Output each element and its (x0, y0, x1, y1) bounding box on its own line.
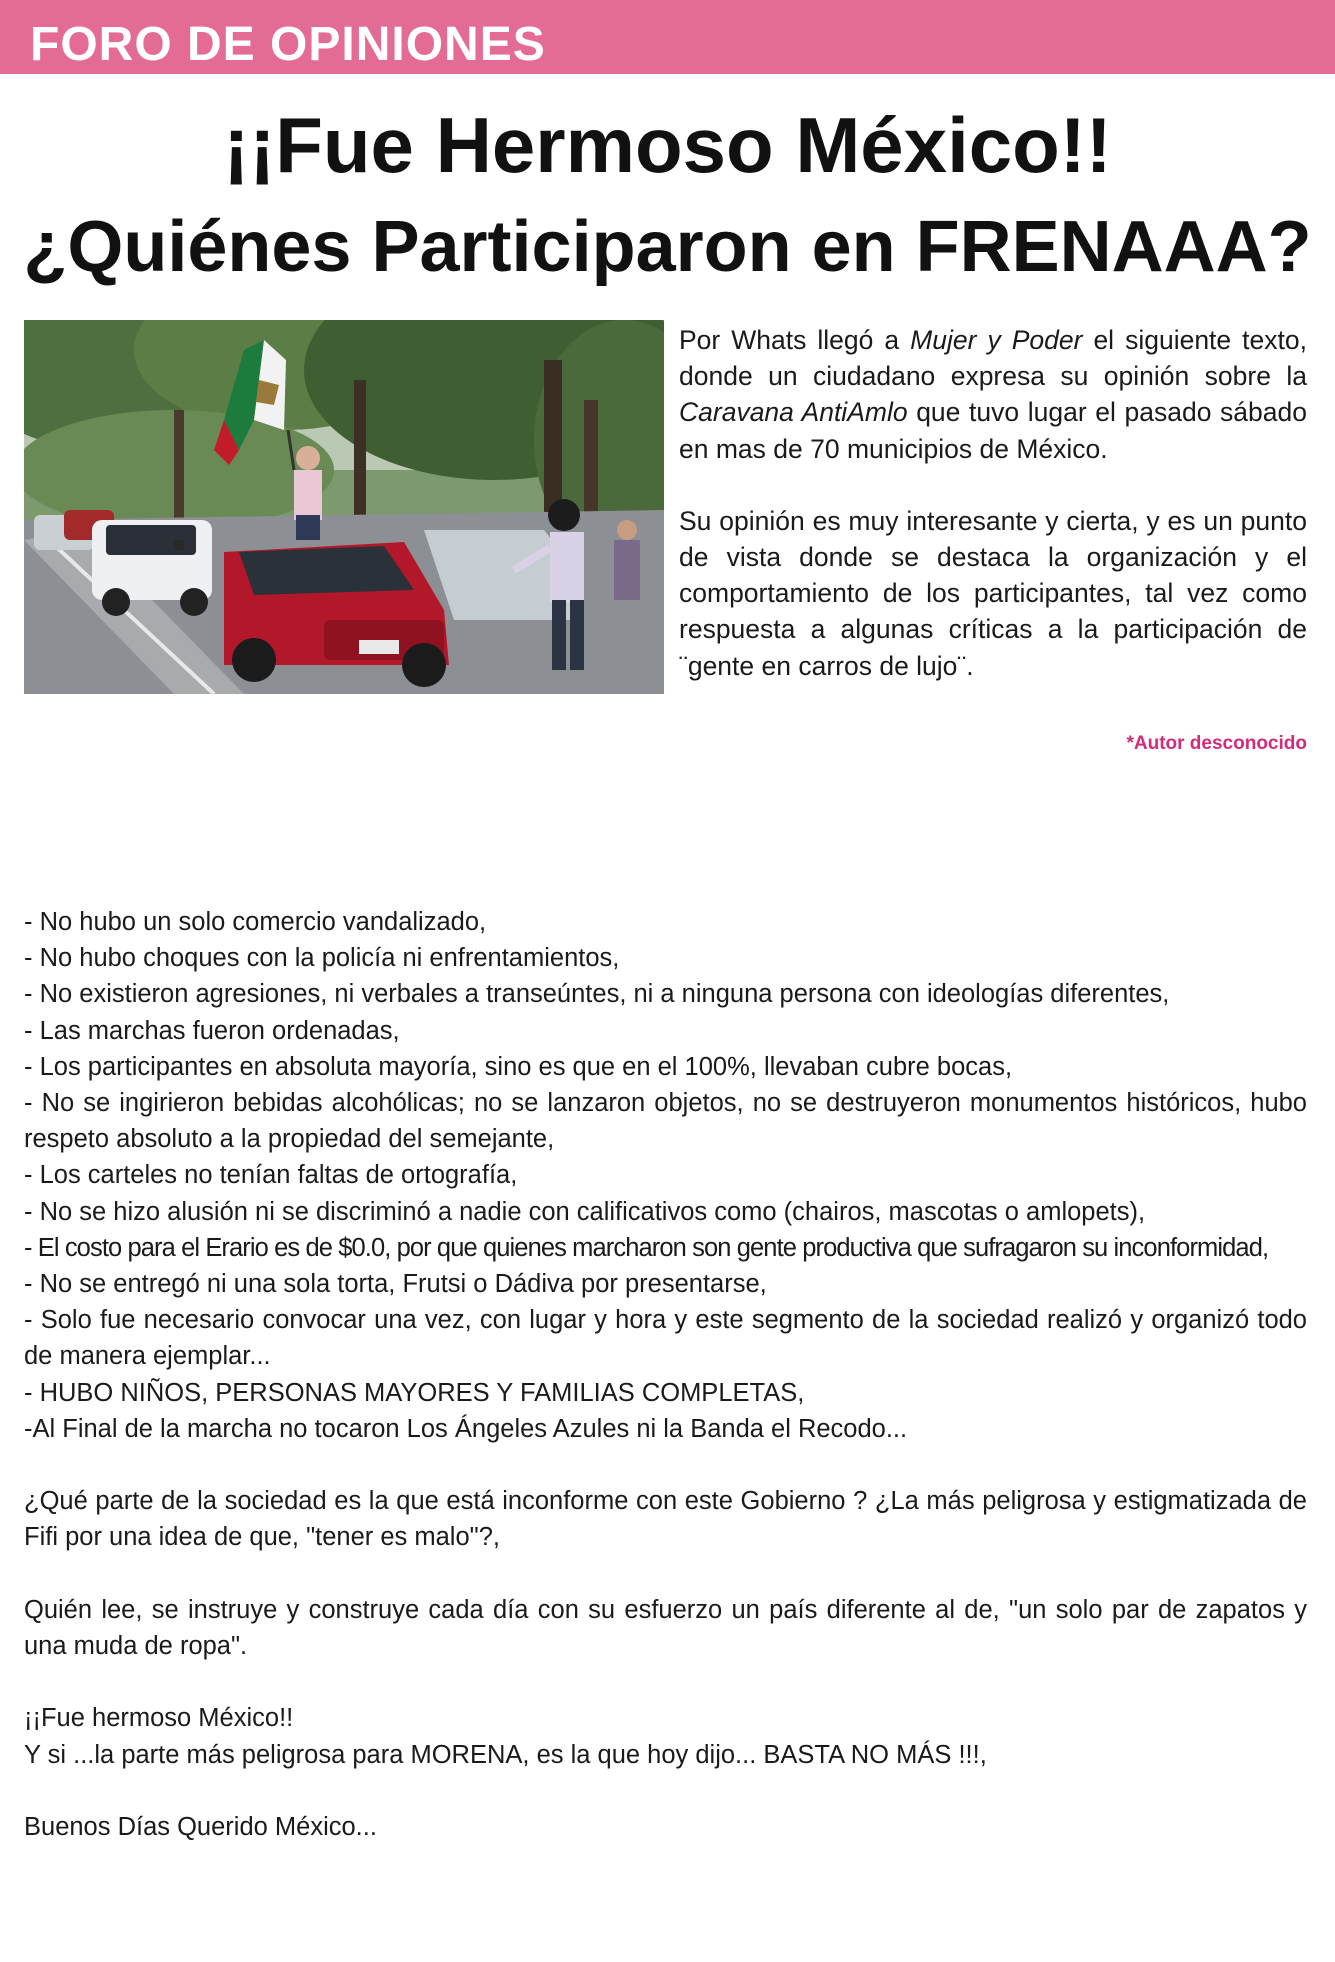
article-title-line2: ¿Quiénes Participaron en FRENAAA? (23, 207, 1312, 287)
list-item: - No hubo choques con la policía ni enfrentamientos, (24, 944, 620, 973)
intro-paragraph-2: Su opinión es muy interesante y cierta, y es un punto de vista donde se destaca la organización y el comportamiento de los participantes, tal vez como respuesta a algunas críticas a la participación de ¨gente en carros de lujo¨. (679, 505, 1307, 681)
article-title-line1: ¡¡Fue Hermoso México!! (223, 101, 1112, 189)
spacer (24, 1773, 1307, 1809)
photo-illustration (24, 320, 664, 694)
question-paragraph: ¿Qué parte de la sociedad es la que está inconforme con este Gobierno ? ¿La más peligrosa y estigmatizada de Fifi por una idea de que, "tener es malo"?, (24, 1487, 1307, 1552)
list-item: - Los participantes en absoluta mayoría, sino es que en el 100%, llevaban cubre bocas, (24, 1052, 1013, 1081)
car-caravan-photo (24, 320, 664, 694)
list-item: - No hubo un solo comercio vandalizado, (24, 908, 487, 936)
intro-paragraph-1 (679, 322, 1307, 467)
reader-paragraph: Quién lee, se instruye y construye cada día con su esfuerzo un país diferente al de, "un solo par de zapatos y una muda de ropa". (24, 1595, 1307, 1661)
intro-p1-part2: el siguiente texto, donde un ciudadano expresa su opinión sobre la (679, 325, 1307, 392)
spacer (24, 1664, 1307, 1700)
author-credit: *Autor desconocido (1126, 733, 1307, 754)
publication-name: Mujer y Poder (910, 325, 1083, 355)
list-item: - No se ingirieron bebidas alcohólicas; no se lanzaron objetos, no se destruyeron monumentos históricos, hubo respeto absoluto a la propiedad del semejante, (24, 1089, 1307, 1154)
intro-text (679, 322, 1307, 720)
list-item: - Las marchas fueron ordenadas, (24, 1016, 400, 1045)
intro-p1-part3: que tuvo lugar el pasado sábado en mas de 70 municipios de México. (679, 397, 1307, 464)
event-name: Caravana AntiAmlo (679, 397, 908, 428)
list-item: - Solo fue necesario convocar una vez, con lugar y hora y este segmento de la sociedad realizó y organizó todo de manera ejemplar... (24, 1306, 1307, 1371)
list-item: - No se hizo alusión ni se discriminó a nadie con calificativos como (chairos, mascotas o amlopets), (24, 1197, 1146, 1226)
intro-p1-part1: Por Whats llegó a (679, 325, 911, 355)
spacer (24, 1556, 1307, 1592)
spacer (24, 1447, 1307, 1483)
section-label: FORO DE OPINIONES (30, 18, 546, 71)
closing-line-1: ¡¡Fue hermoso México!! (24, 1704, 294, 1733)
list-item: - Los carteles no tenían faltas de ortografía, (24, 1161, 518, 1190)
list-item: -Al Final de la marcha no tocaron Los Ángeles Azules ni la Banda el Recodo... (24, 1414, 908, 1443)
list-item: - El costo para el Erario es de $0.0, por que quienes marcharon son gente productiva que sufragaron su inconformidad, (24, 1233, 1269, 1262)
list-item: - No existieron agresiones, ni verbales a transeúntes, ni a ninguna persona con ideologías diferentes, (24, 980, 1170, 1009)
list-item: - HUBO NIÑOS, PERSONAS MAYORES Y FAMILIAS COMPLETAS, (24, 1378, 805, 1407)
list-item: - No se entregó ni una sola torta, Frutsi o Dádiva por presentarse, (24, 1270, 767, 1299)
article-body (24, 904, 1307, 1845)
farewell-line: Buenos Días Querido México... (24, 1813, 377, 1842)
closing-line-2: Y si ...la parte más peligrosa para MORENA, es la que hoy dijo... BASTA NO MÁS !!!, (24, 1740, 987, 1769)
